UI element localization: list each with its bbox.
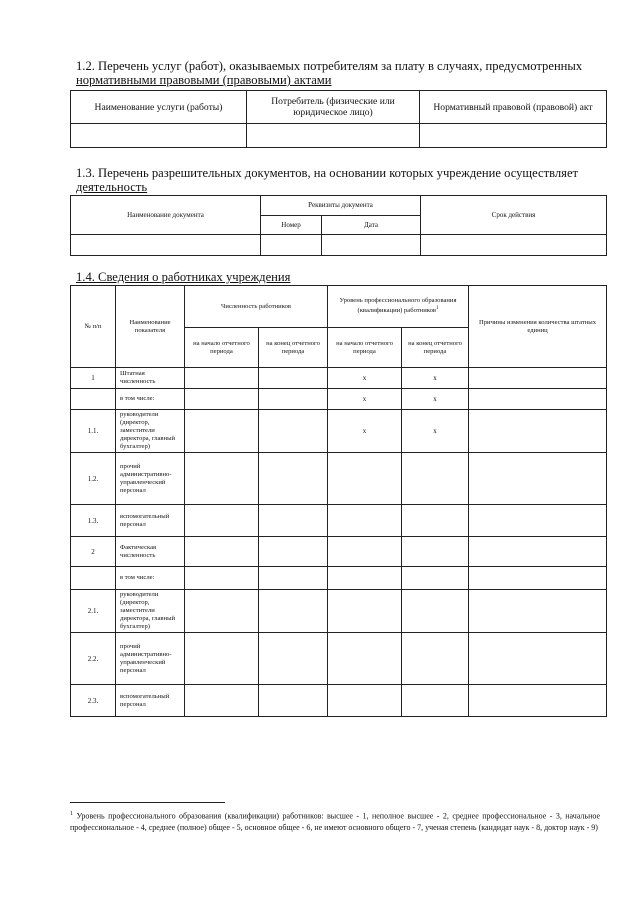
footnote [70,809,600,833]
section-1-4-heading [76,270,606,284]
row-number: 1.3. [71,505,116,537]
table-cell [185,410,259,453]
table-cell [469,685,607,717]
permits-col-date: Дата [322,216,421,235]
table-row [71,567,607,590]
permits-table [70,195,607,256]
qualification-end-value: x [402,368,469,389]
permits-col-term: Срок действия [421,196,607,235]
row-label: в том числе: [116,389,185,410]
qualification-header-text: Уровень профессионального образования (квалификации) работников [339,297,457,315]
table-cell [421,235,607,256]
section-1-3-heading [76,166,606,194]
services-col-name: Наименование услуги (работы) [71,91,247,124]
table-cell [469,567,607,590]
section-1-3-title-line2: деятельность [76,180,148,194]
employees-col-staff-count: Численность работников [185,286,328,328]
row-label: руководители (директор, заместители директора, главный бухгалтер) [116,410,185,453]
row-number: 1.1. [71,410,116,453]
table-cell [247,124,420,148]
services-col-act: Нормативный правовой (правовой) акт [420,91,607,124]
table-cell [259,567,328,590]
qualification-start-value: x [328,368,402,389]
table-cell [185,633,259,685]
row-label: прочий административно-управленческий персонал [116,633,185,685]
table-row [71,410,607,453]
table-cell [185,685,259,717]
qualification-start: на начало отчетного периода [328,328,402,368]
qualification-end: на конец отчетного периода [402,328,469,368]
qualification-start-value [328,453,402,505]
qualification-end-value [402,590,469,633]
qualification-end-value: x [402,410,469,453]
row-number: 1.2. [71,453,116,505]
row-number: 2.2. [71,633,116,685]
row-label: в том числе: [116,567,185,590]
row-number: 1 [71,368,116,389]
qualification-start-value: x [328,389,402,410]
table-cell [71,235,261,256]
table-cell [469,389,607,410]
table-cell [259,537,328,567]
section-1-2-title-line2: нормативными правовыми (правовыми) актами [76,73,332,87]
employees-col-reasons: Причины изменения количества штатных единиц [469,286,607,368]
table-cell [469,368,607,389]
row-number: 2.3. [71,685,116,717]
table-cell [469,453,607,505]
permits-col-number: Номер [261,216,322,235]
section-1-2-title-line1: 1.2. Перечень услуг (работ), оказываемых потребителям за плату в случаях, предусмотренных [76,59,583,73]
table-cell [469,590,607,633]
row-label: руководители (директор, заместители директора, главный бухгалтер) [116,590,185,633]
row-label: Штатная численность [116,368,185,389]
table-cell [259,368,328,389]
qualification-start-value [328,505,402,537]
table-cell [259,410,328,453]
table-cell [259,453,328,505]
table-cell [185,590,259,633]
staff-count-end: на конец отчетного периода [259,328,328,368]
row-label: вспомогательный персонал [116,685,185,717]
employees-col-qualification [328,286,469,328]
permits-col-requisites: Реквизиты документа [261,196,421,216]
permits-col-name: Наименование документа [71,196,261,235]
table-row [71,453,607,505]
row-number: 2 [71,537,116,567]
qualification-end-value: x [402,389,469,410]
table-cell [322,235,421,256]
services-table [70,90,607,148]
row-label: вспомогательный персонал [116,505,185,537]
employees-col-num: № п/п [71,286,116,368]
qualification-start-value [328,567,402,590]
table-cell [259,633,328,685]
employees-table [70,285,607,717]
table-cell [185,368,259,389]
row-number [71,567,116,590]
qualification-end-value [402,567,469,590]
row-number [71,389,116,410]
table-cell [259,685,328,717]
qualification-start-value [328,633,402,685]
table-cell [185,537,259,567]
qualification-end-value [402,505,469,537]
footnote-text: Уровень профессионального образования (квалификации) работников: высшее - 1, неполное высшее - 2, среднее профессиональное - 3, начальное профессиональное - 4, среднее (полное) общее - 5, основное общее - 6, не имеют основного общего - 7, ученая степень (кандидат наук - 8, доктор наук - 9) [70,811,601,832]
table-cell [261,235,322,256]
employees-col-name: Наименование показателя [116,286,185,368]
qualification-end-value [402,537,469,567]
table-row [71,633,607,685]
qualification-end-value [402,685,469,717]
table-row [71,368,607,389]
section-1-4-title: 1.4. Сведения о работниках учреждения [76,270,291,284]
footnote-divider [70,802,225,803]
table-row [71,389,607,410]
table-cell [259,505,328,537]
table-row [71,124,607,148]
qualification-end-value [402,453,469,505]
qualification-start-value [328,537,402,567]
table-cell [469,633,607,685]
table-row [71,590,607,633]
table-cell [259,590,328,633]
qualification-start-value [328,590,402,633]
services-col-consumer: Потребитель (физические или юридическое лицо) [247,91,420,124]
qualification-end-value [402,633,469,685]
section-1-2-heading [76,59,606,87]
table-cell [185,389,259,410]
table-cell [71,124,247,148]
table-cell [185,567,259,590]
section-1-3-title-line1: 1.3. Перечень разрешительных документов, на основании которых учреждение осуществляет [76,166,579,180]
footnote-mark: 1 [70,811,73,817]
row-label: Фактическая численность [116,537,185,567]
qualification-start-value: x [328,410,402,453]
footnote-marker: 1 [436,306,439,312]
row-label: прочий административно-управленческий персонал [116,453,185,505]
table-cell [185,505,259,537]
table-row [71,505,607,537]
table-row [71,537,607,567]
staff-count-start: на начало отчетного периода [185,328,259,368]
table-cell [259,389,328,410]
table-row [71,685,607,717]
table-cell [185,453,259,505]
table-cell [469,410,607,453]
qualification-start-value [328,685,402,717]
row-number: 2.1. [71,590,116,633]
table-row [71,235,607,256]
table-cell [469,505,607,537]
table-cell [469,537,607,567]
table-cell [420,124,607,148]
